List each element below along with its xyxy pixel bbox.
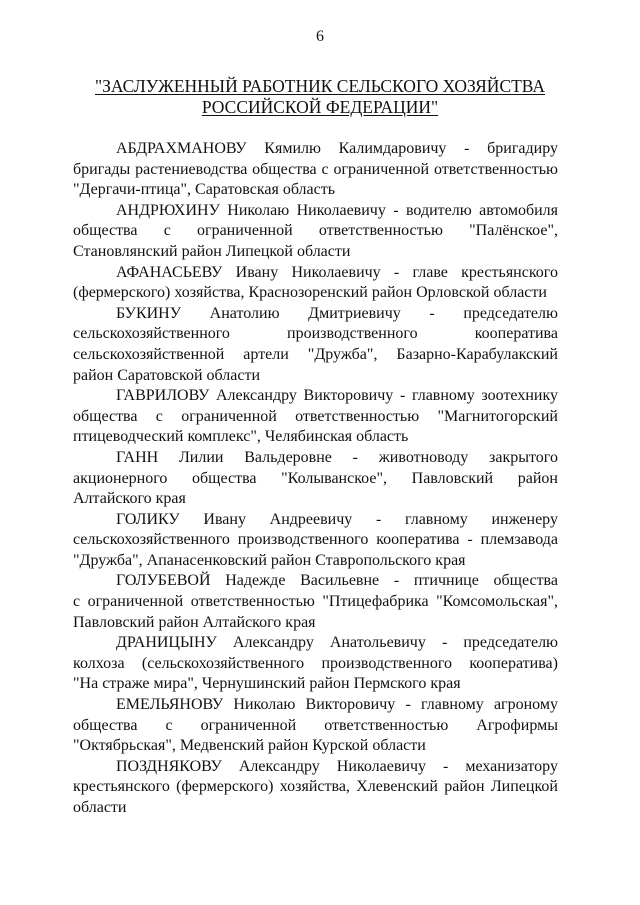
entry-word: БУКИНУ bbox=[116, 304, 182, 322]
entry-line bbox=[73, 530, 558, 551]
entry-word: - bbox=[393, 263, 400, 281]
entry-line bbox=[73, 551, 558, 572]
entry-line bbox=[73, 324, 558, 345]
entry-word: ответственностью bbox=[318, 222, 443, 240]
entry-word: Кямилю bbox=[264, 140, 321, 157]
entry-word: общества bbox=[192, 469, 257, 487]
entry-word: ДРАНИЦЫНУ bbox=[116, 634, 217, 652]
entry-word: ГОЛУБЕВОЙ bbox=[116, 572, 211, 590]
entry-word: АФАНАСЬЕВУ bbox=[116, 263, 223, 281]
entry-word: ПОЗДНЯКОВУ bbox=[116, 757, 222, 775]
entry-word: производственного bbox=[287, 325, 418, 343]
awardee-entry bbox=[73, 510, 558, 572]
entry-word: ограниченной bbox=[200, 716, 297, 734]
entry-line bbox=[73, 798, 558, 819]
entry-word: Ивану bbox=[235, 263, 279, 281]
entry-word: главе bbox=[412, 263, 448, 281]
entry-line bbox=[73, 201, 558, 222]
entry-line-text: бригады растениеводства общества с ограниченной ответственностью bbox=[73, 160, 558, 178]
entry-word: Васильевне bbox=[300, 572, 380, 590]
entry-line-text: "На страже мира", Чернушинский район Пермского края bbox=[73, 675, 461, 693]
entry-word: сельскохозяйственной bbox=[73, 345, 225, 363]
entry-word: "Магнитогорский bbox=[437, 407, 558, 425]
entry-line-text: "Дергачи-птица", Саратовская область bbox=[73, 181, 336, 199]
entry-line bbox=[73, 160, 558, 181]
entry-word: Павловский bbox=[411, 469, 494, 487]
section-heading bbox=[60, 76, 580, 118]
entry-word: сельскохозяйственного bbox=[73, 325, 230, 343]
entry-word: председателю bbox=[463, 304, 558, 322]
entry-line bbox=[73, 221, 558, 242]
entry-word: с bbox=[155, 407, 163, 425]
entry-line-text: АНДРЮХИНУ Николаю Николаевичу - водителю автомобиля bbox=[116, 201, 558, 219]
entry-line-text: ЕМЕЛЬЯНОВУ Николаю Викторовичу - главному агроному bbox=[116, 696, 558, 714]
entry-word: ограниченной bbox=[181, 407, 277, 425]
entry-line bbox=[73, 242, 558, 263]
entry-line bbox=[73, 613, 558, 634]
entry-line bbox=[73, 283, 558, 304]
entry-line bbox=[73, 695, 558, 716]
entry-word: Александру bbox=[232, 634, 314, 652]
entry-word: общества bbox=[493, 572, 558, 590]
entry-word: закрытого bbox=[489, 448, 558, 466]
entry-line-text: "Дружба", Апанасенковский район Ставропольского края bbox=[73, 551, 466, 569]
entry-word: Николаевичу bbox=[291, 263, 381, 281]
entry-line bbox=[73, 469, 558, 490]
entry-word: производственного bbox=[321, 654, 452, 672]
entry-word: акционерного bbox=[73, 469, 168, 487]
entry-line bbox=[73, 777, 558, 798]
entry-word: Андреевичу bbox=[269, 510, 353, 528]
entry-word: с bbox=[163, 222, 171, 240]
entry-word: "Дружба", bbox=[307, 345, 378, 363]
awardee-entry bbox=[73, 633, 558, 695]
entry-word: общества bbox=[73, 222, 138, 240]
awardee-entry bbox=[73, 695, 558, 757]
awardee-entry bbox=[73, 263, 558, 304]
entry-word: - bbox=[352, 448, 358, 466]
entry-word: "Палёнское", bbox=[469, 222, 558, 240]
entry-word: птичнице bbox=[413, 572, 479, 590]
entry-word: главному bbox=[404, 510, 468, 528]
entry-line-text: ГАВРИЛОВУ Александру Викторовичу - главному зоотехнику bbox=[116, 387, 558, 405]
entry-line bbox=[73, 386, 558, 407]
entry-line bbox=[73, 180, 558, 201]
entry-word: - bbox=[375, 510, 382, 528]
entry-line bbox=[73, 592, 558, 613]
entry-word: кооператива bbox=[474, 325, 558, 343]
entry-line-text: Алтайского края bbox=[73, 490, 186, 508]
entry-word: общества bbox=[73, 716, 138, 734]
entry-line-text: сельскохозяйственного производственного кооператива - племзавода bbox=[73, 531, 558, 549]
entry-line bbox=[73, 448, 558, 469]
entry-word: Агрофирмы bbox=[476, 716, 558, 734]
entry-line bbox=[73, 654, 558, 675]
entry-line-text: "Октябрьская", Медвенский район Курской области bbox=[73, 737, 426, 755]
entry-line bbox=[73, 633, 558, 654]
awardee-entry bbox=[73, 448, 558, 510]
entry-line bbox=[73, 407, 558, 428]
awardee-entry bbox=[73, 386, 558, 448]
entry-word: - bbox=[443, 757, 449, 775]
entry-word: - bbox=[441, 634, 448, 652]
entry-word: - bbox=[393, 572, 400, 590]
entry-word: артели bbox=[243, 345, 289, 363]
entry-line bbox=[73, 366, 558, 387]
entry-line bbox=[73, 427, 558, 448]
section-heading-line-1: "ЗАСЛУЖЕННЫЙ РАБОТНИК СЕЛЬСКОГО ХОЗЯЙСТВА bbox=[94, 76, 546, 96]
entry-line-text: с ограниченной ответственностью "Птицефабрика "Комсомольская", bbox=[73, 593, 558, 611]
entry-word: район bbox=[517, 469, 558, 487]
entry-line bbox=[73, 139, 558, 160]
entry-line-text: Становлянский район Липецкой области bbox=[73, 242, 351, 260]
awardee-entry bbox=[73, 139, 558, 201]
entry-word: ГОЛИКУ bbox=[116, 510, 180, 528]
entry-line-text: области bbox=[73, 799, 127, 816]
entry-word: инженеру bbox=[491, 510, 558, 528]
entry-word: механизатору bbox=[465, 757, 558, 775]
entry-line-text: район Саратовской области bbox=[73, 366, 261, 384]
entry-line bbox=[73, 757, 558, 778]
entry-word: кооператива) bbox=[469, 654, 558, 672]
awardee-entry bbox=[73, 757, 558, 819]
entry-line-text: (фермерского) хозяйства, Краснозоренский район Орловской области bbox=[73, 284, 547, 302]
entry-word: ответственностью bbox=[324, 716, 449, 734]
entry-word: председателю bbox=[463, 634, 558, 652]
entry-word: Анатолию bbox=[209, 304, 280, 322]
entry-line bbox=[73, 489, 558, 510]
section-heading-line-2: РОССИЙСКОЙ ФЕДЕРАЦИИ" bbox=[201, 97, 439, 117]
entry-line bbox=[73, 674, 558, 695]
entry-word: Базарно-Карабулакский bbox=[396, 345, 558, 363]
entry-word: Калимдаровичу bbox=[338, 140, 447, 157]
entry-word: крестьянского bbox=[461, 263, 558, 281]
entry-line-text: птицеводческий комплекс", Челябинская область bbox=[73, 428, 409, 446]
entry-word: (сельскохозяйственного bbox=[141, 654, 305, 672]
entry-word: животноводу bbox=[378, 448, 469, 466]
entry-word: Анатольевичу bbox=[329, 634, 426, 652]
entry-line bbox=[73, 736, 558, 757]
entry-word: Дмитриевичу bbox=[308, 304, 401, 322]
awardee-entry bbox=[73, 304, 558, 386]
entry-word: - bbox=[429, 304, 435, 322]
entry-line bbox=[73, 345, 558, 366]
entry-word: ГАНН bbox=[116, 448, 159, 466]
entry-word: ответственностью bbox=[295, 407, 420, 425]
awardee-entry bbox=[73, 201, 558, 263]
entry-line bbox=[73, 716, 558, 737]
entry-word: колхоза bbox=[73, 654, 125, 672]
entry-word: Николаевичу bbox=[336, 757, 426, 775]
awardee-list bbox=[73, 139, 558, 819]
entry-word: "Колыванское", bbox=[281, 469, 387, 487]
entry-word: Ивану bbox=[203, 510, 246, 528]
entry-word: - bbox=[464, 140, 470, 157]
entry-word: с bbox=[165, 716, 173, 734]
entry-word: Лилии bbox=[178, 448, 224, 466]
entry-line bbox=[73, 304, 558, 325]
awardee-entry bbox=[73, 571, 558, 633]
entry-line-text: Павловский район Алтайского края bbox=[73, 613, 316, 631]
entry-word: Вальдеровне bbox=[244, 448, 332, 466]
entry-word: ограниченной bbox=[197, 222, 293, 240]
entry-word: АБДРАХМАНОВУ bbox=[116, 140, 247, 157]
entry-word: Александру bbox=[238, 757, 320, 775]
entry-word: Надежде bbox=[225, 572, 286, 590]
entry-word: бригадиру bbox=[487, 140, 558, 157]
entry-line bbox=[73, 571, 558, 592]
entry-word: общества bbox=[73, 407, 138, 425]
entry-line-text: крестьянского (фермерского) хозяйства, Хлевенский район Липецкой bbox=[73, 778, 558, 796]
entry-line bbox=[73, 263, 558, 284]
page-number: 6 bbox=[316, 28, 324, 45]
entry-line bbox=[73, 510, 558, 531]
